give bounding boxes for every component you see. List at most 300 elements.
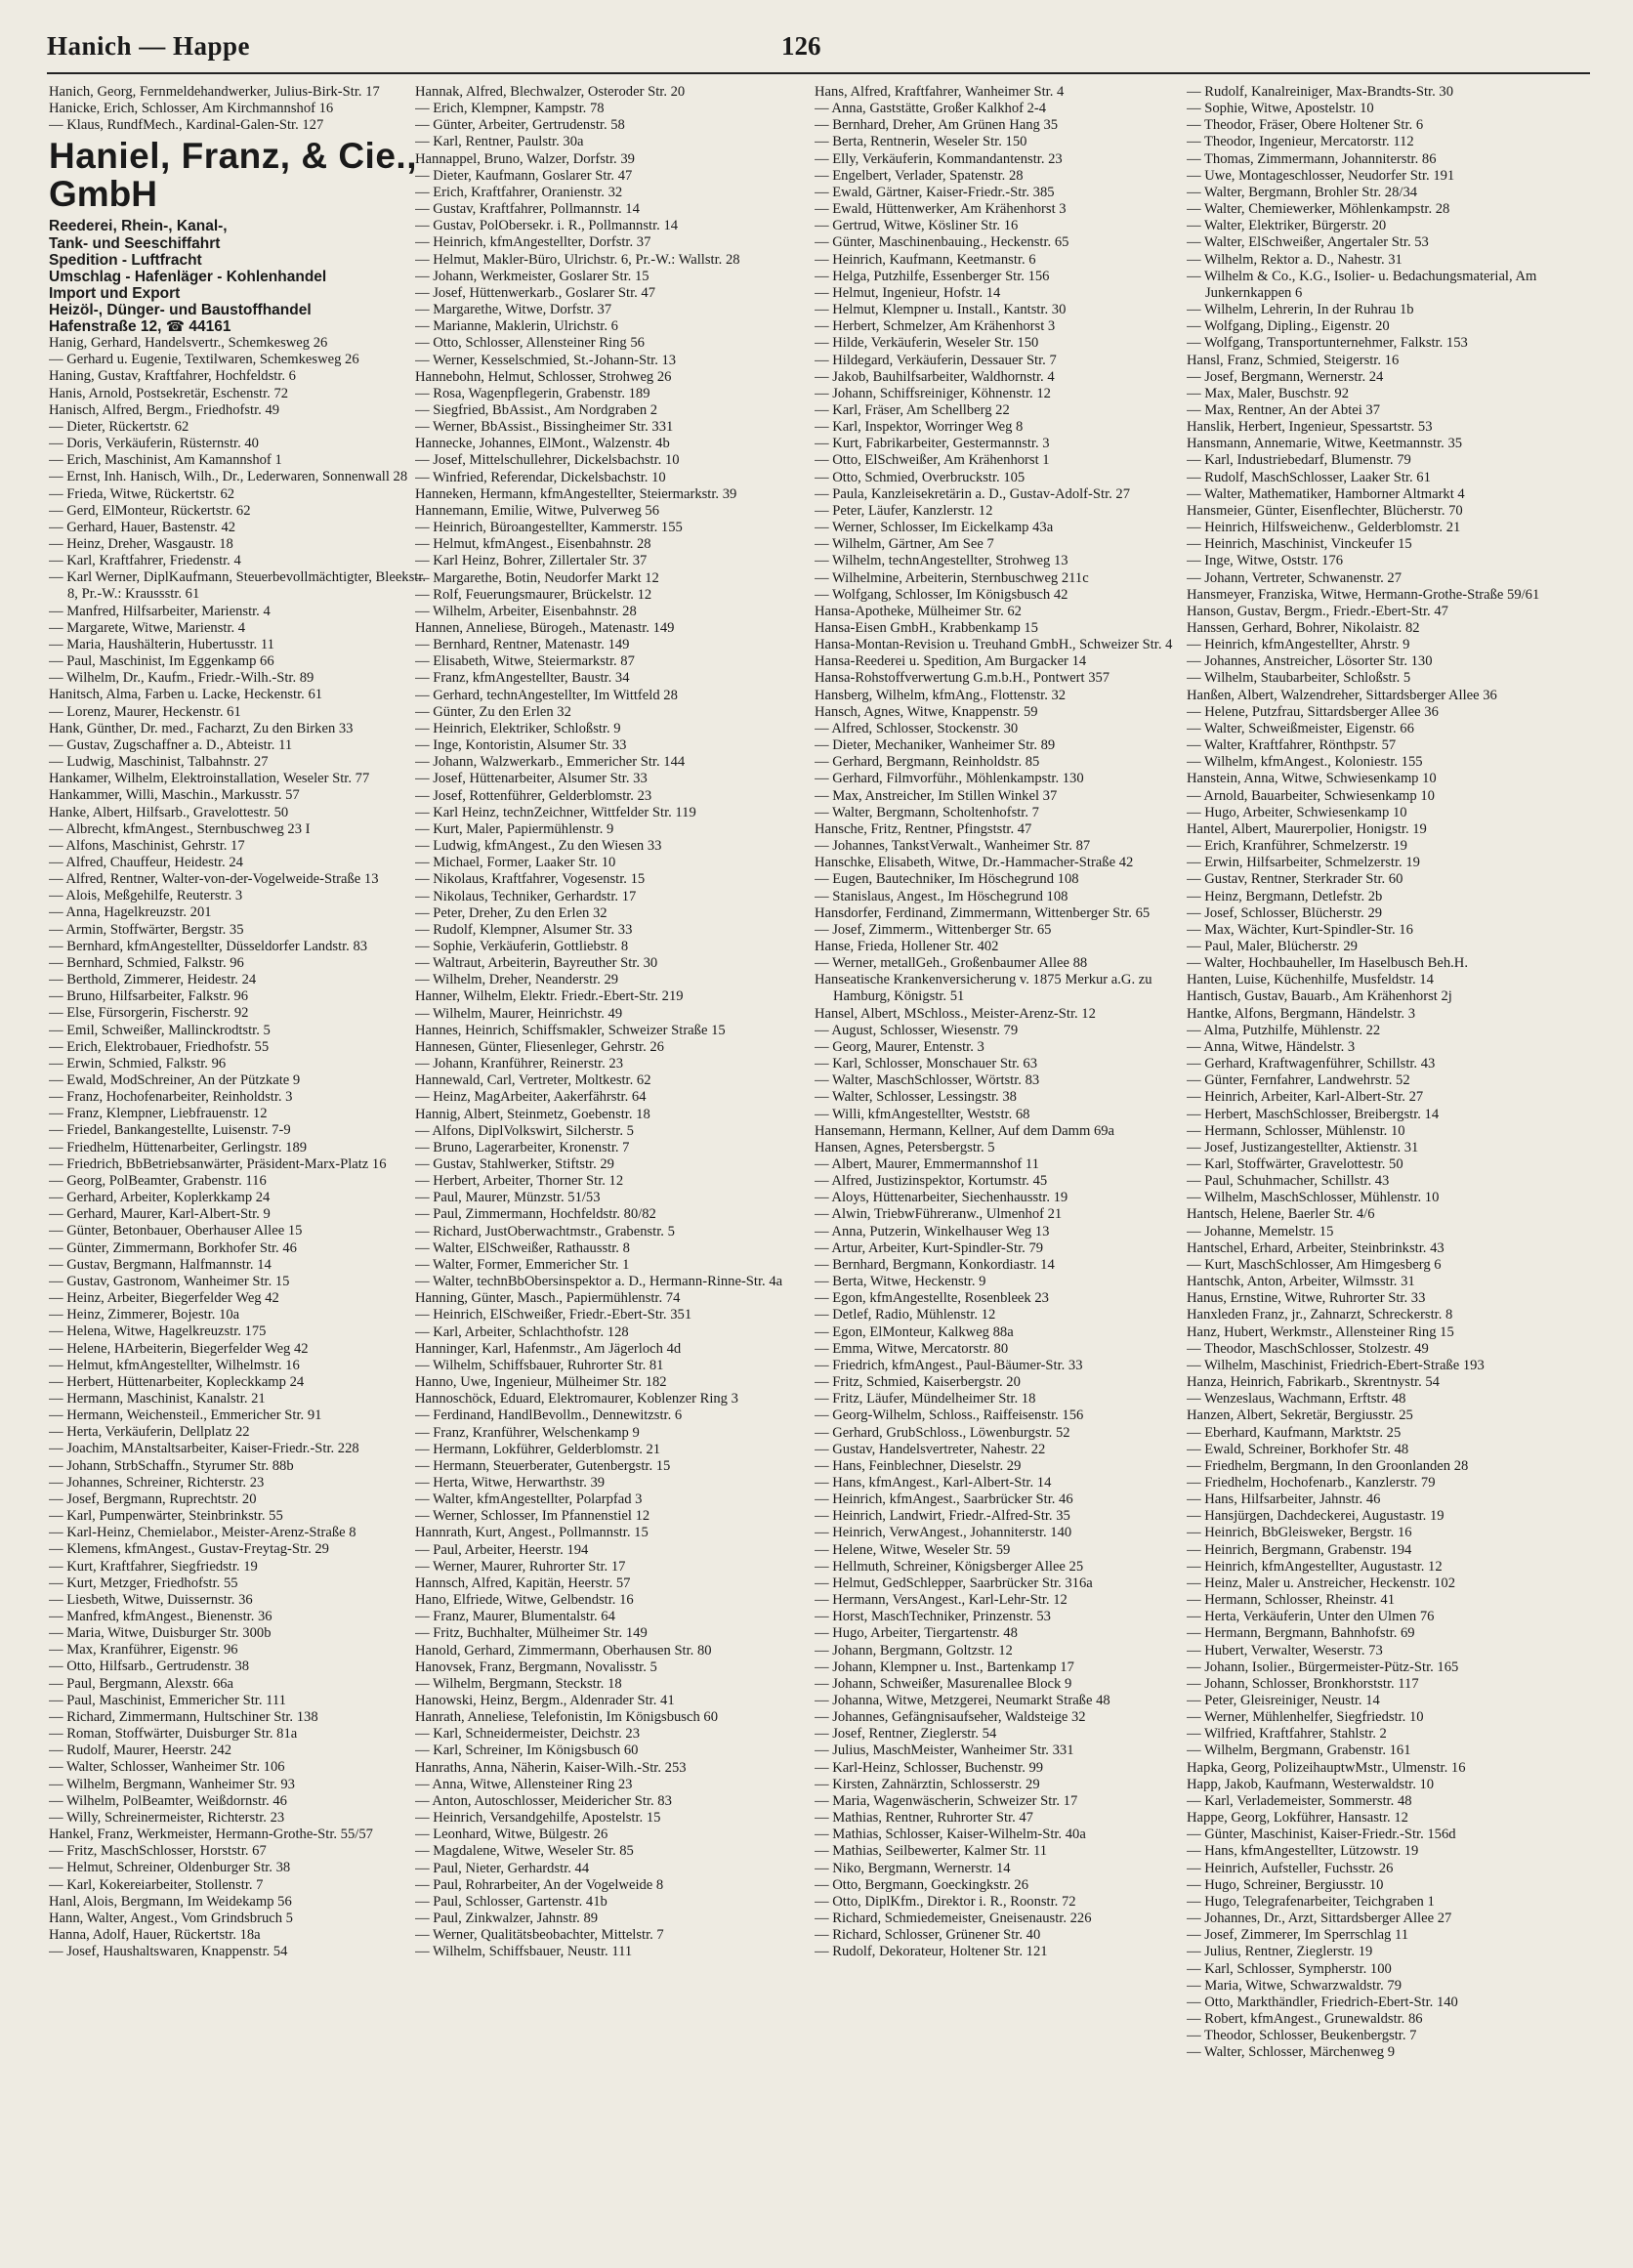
- directory-entry: — Hans, Feinblechner, Dieselstr. 29: [815, 1457, 1022, 1474]
- directory-entry: — Otto, Hilfsarb., Gertrudenstr. 38: [49, 1659, 250, 1675]
- directory-entry: — Herbert, Hüttenarbeiter, Kopleckkamp 24: [49, 1373, 305, 1390]
- directory-entry: — Theodor, Fräser, Obere Holtener Str. 6: [1187, 117, 1424, 134]
- directory-entry: — Julius, Rentner, Zieglerstr. 19: [1187, 1944, 1373, 1960]
- directory-entry: — Karl, Schneidermeister, Deichstr. 23: [415, 1726, 641, 1743]
- directory-entry: Hanrath, Anneliese, Telefonistin, Im Königsbusch 60: [415, 1709, 718, 1726]
- directory-entry: Hanninger, Karl, Hafenmstr., Am Jägerloch 4d: [415, 1340, 682, 1357]
- directory-entry: — Max, Maler, Buschstr. 92: [1187, 385, 1350, 401]
- directory-entry: — Wilhelm, Maurer, Heinrichstr. 49: [415, 1005, 623, 1022]
- directory-entry: — Heinrich, kfmAngest., Saarbrücker Str. 46: [815, 1491, 1073, 1508]
- directory-entry: — Hugo, Arbeiter, Schwiesenkamp 10: [1187, 804, 1407, 820]
- directory-entry: — Sophie, Verkäuferin, Gottliebstr. 8: [415, 938, 629, 954]
- directory-entry: — Willi, kfmAngestellter, Weststr. 68: [815, 1106, 1030, 1122]
- directory-entry: Hannen, Anneliese, Bürogeh., Matenastr. 149: [415, 620, 675, 636]
- directory-entry: — Johanna, Witwe, Metzgerei, Neumarkt Straße 48: [815, 1693, 1110, 1708]
- directory-entry: — Walter, Bergmann, Brohler Str. 28/34: [1187, 184, 1418, 200]
- directory-entry: — Paul, Maurer, Münzstr. 51/53: [415, 1190, 601, 1206]
- directory-entry: Hanich, Georg, Fernmeldehandwerker, Julius-Birk-Str. 17: [49, 84, 380, 100]
- directory-entry: — Paul, Nieter, Gerhardstr. 44: [415, 1860, 590, 1876]
- directory-entry: — Heinz, Dreher, Wasgaustr. 18: [49, 536, 233, 552]
- directory-entry: — Gustav, Kraftfahrer, Pollmannstr. 14: [415, 201, 640, 218]
- directory-entry: — Hugo, Arbeiter, Tiergartenstr. 48: [815, 1625, 1018, 1642]
- directory-entry: — Gerhard, Maurer, Karl-Albert-Str. 9: [49, 1206, 271, 1223]
- directory-entry: — Otto, ElSchweißer, Am Krähenhorst 1: [815, 452, 1050, 469]
- directory-entry: Hansl, Franz, Schmied, Steigerstr. 16: [1187, 352, 1400, 368]
- directory-entry: — Johann, Werkmeister, Goslarer Str. 15: [415, 268, 649, 284]
- directory-entry: — Fritz, MaschSchlosser, Horststr. 67: [49, 1843, 267, 1860]
- directory-entry: Hanke, Albert, Hilfsarb., Gravelottestr. 50: [49, 804, 289, 820]
- directory-entry: — Klemens, kfmAngest., Gustav-Freytag-Str. 29: [49, 1541, 329, 1558]
- directory-entry: — Gerd, ElMonteur, Rückertstr. 62: [49, 502, 251, 519]
- directory-entry: — Alfons, Maschinist, Gehrstr. 17: [49, 837, 245, 854]
- directory-entry: — Franz, Kranführer, Welschenkamp 9: [415, 1424, 640, 1441]
- directory-entry: — Wilhelm, kfmAngest., Koloniestr. 155: [1187, 754, 1423, 771]
- directory-entry: — Paul, Schuhmacher, Schillstr. 43: [1187, 1173, 1390, 1190]
- directory-entry: — Gustav, Zugschaffner a. D., Abteistr. 11: [49, 736, 293, 753]
- directory-entry: — Walter, technBbObersinspektor a. D., Hermann-Rinne-Str. 4a: [415, 1274, 783, 1290]
- directory-entry: — Kirsten, Zahnärztin, Schlosserstr. 29: [815, 1776, 1040, 1792]
- ad-title-gmbh: GmbH: [49, 174, 157, 215]
- directory-entry: — Gustav, Stahlwerker, Stiftstr. 29: [415, 1156, 614, 1172]
- column-2: [415, 84, 794, 1961]
- directory-entry: — Wilhelm, Rektor a. D., Nahestr. 31: [1187, 251, 1403, 268]
- directory-entry: Hanitsch, Alma, Farben u. Lacke, Heckenstr. 61: [49, 687, 323, 703]
- directory-entry: — Artur, Arbeiter, Kurt-Spindler-Str. 79: [815, 1239, 1044, 1256]
- directory-entry: Haning, Gustav, Kraftfahrer, Hochfeldstr. 6: [49, 368, 296, 385]
- directory-entry: — Gustav, Handelsvertreter, Nahestr. 22: [815, 1441, 1046, 1457]
- directory-entry: — Walter, Kraftfahrer, Rönthpstr. 57: [1187, 737, 1397, 754]
- directory-entry: — Karl Heinz, technZeichner, Wittfelder Str. 119: [415, 804, 696, 820]
- directory-entry: — Herbert, MaschSchlosser, Breibergstr. 14: [1187, 1106, 1440, 1122]
- directory-entry: — Alfred, Justizinspektor, Kortumstr. 45: [815, 1173, 1048, 1190]
- directory-entry: — Johanne, Memelstr. 15: [1187, 1223, 1334, 1239]
- directory-entry: Hanner, Wilhelm, Elektr. Friedr.-Ebert-Str. 219: [415, 988, 684, 1005]
- directory-entry: — Ernst, Inh. Hanisch, Wilh., Dr., Lederwaren, Sonnenwall 28: [49, 469, 408, 485]
- directory-entry: Hanold, Gerhard, Zimmermann, Oberhausen Str. 80: [415, 1642, 712, 1659]
- directory-entry: — Fritz, Läufer, Mündelheimer Str. 18: [815, 1391, 1036, 1407]
- directory-entry: — Heinrich, Bergmann, Grabenstr. 194: [1187, 1541, 1412, 1558]
- directory-entry: — Walter, Mathematiker, Hamborner Altmarkt 4: [1187, 485, 1465, 502]
- directory-entry: — Hermann, Schlosser, Mühlenstr. 10: [1187, 1122, 1405, 1139]
- directory-entry: — Erwin, Hilfsarbeiter, Schmelzerstr. 19: [1187, 855, 1420, 871]
- directory-entry: — Rolf, Feuerungsmaurer, Brückelstr. 12: [415, 586, 652, 603]
- directory-entry: — Gustav, Bergmann, Halfmannstr. 14: [49, 1256, 272, 1273]
- directory-entry: — Emma, Witwe, Mercatorstr. 80: [815, 1340, 1009, 1357]
- directory-entry: Hanzen, Albert, Sekretär, Bergiusstr. 25: [1187, 1407, 1413, 1424]
- directory-entry: — Karl, Schreiner, Im Königsbusch 60: [415, 1743, 639, 1759]
- directory-entry: — Max, Anstreicher, Im Stillen Winkel 37: [815, 787, 1058, 804]
- directory-entry: — Wilhelm, Dr., Kaufm., Friedr.-Wilh.-Str. 89: [49, 670, 314, 687]
- directory-entry: — Heinrich, Arbeiter, Karl-Albert-Str. 27: [1187, 1089, 1424, 1106]
- directory-entry: — Herbert, Arbeiter, Thorner Str. 12: [415, 1173, 624, 1190]
- directory-entry: — Johannes, Dr., Arzt, Sittardsberger Allee 27: [1187, 1911, 1452, 1927]
- directory-entry: — Gustav, Gastronom, Wanheimer Str. 15: [49, 1273, 290, 1289]
- directory-entry: — Inge, Witwe, Oststr. 176: [1187, 553, 1344, 569]
- column-1-entries-top: [49, 84, 428, 134]
- directory-entry: — Hans, kfmAngestellter, Lützowstr. 19: [1187, 1843, 1419, 1860]
- directory-entry: — Werner, Schlosser, Im Eickelkamp 43a: [815, 520, 1054, 536]
- directory-entry: — Gertrud, Witwe, Kösliner Str. 16: [815, 218, 1019, 234]
- directory-entry: — Paula, Kanzleisekretärin a. D., Gustav-Adolf-Str. 27: [815, 485, 1131, 502]
- ad-line: Hafenstraße 12, ☎ 44161: [49, 318, 231, 336]
- directory-entry: — Erich, Kraftfahrer, Oranienstr. 32: [415, 184, 623, 200]
- directory-entry: — Emil, Schweißer, Mallinckrodtstr. 5: [49, 1022, 271, 1038]
- directory-entry: Hannak, Alfred, Blechwalzer, Osteroder Str. 20: [415, 84, 686, 100]
- directory-entry: — Hermann, Steuerberater, Gutenbergstr. 15: [415, 1457, 671, 1474]
- directory-entry: — Heinrich, BbGleisweker, Bergstr. 16: [1187, 1525, 1412, 1541]
- directory-entry: — Eberhard, Kaufmann, Marktstr. 25: [1187, 1424, 1402, 1441]
- directory-entry: — Karl, Verlademeister, Sommerstr. 48: [1187, 1792, 1412, 1809]
- directory-entry: — Richard, Schmiedemeister, Gneisenaustr. 226: [815, 1911, 1092, 1927]
- directory-entry: — Joachim, MAnstaltsarbeiter, Kaiser-Friedr.-Str. 228: [49, 1441, 359, 1457]
- directory-entry: — Helmut, kfmAngest., Eisenbahnstr. 28: [415, 536, 651, 553]
- directory-entry: — Friedhelm, Hochofenarb., Kanzlerstr. 79: [1187, 1474, 1436, 1491]
- directory-entry: — Josef, Rentner, Zieglerstr. 54: [815, 1726, 997, 1743]
- directory-entry: — Erich, Kranführer, Schmelzerstr. 19: [1187, 838, 1407, 855]
- directory-entry: — Kurt, Kraftfahrer, Siegfriedstr. 19: [49, 1558, 258, 1575]
- directory-entry: — Georg-Wilhelm, Schloss., Raiffeisenstr. 156: [815, 1407, 1084, 1424]
- directory-entry: Hanslik, Herbert, Ingenieur, Spessartstr. 53: [1187, 419, 1433, 436]
- directory-entry: — Ludwig, Maschinist, Talbahnstr. 27: [49, 754, 269, 771]
- directory-entry: — Franz, Maurer, Blumentalstr. 64: [415, 1609, 615, 1625]
- directory-entry: — Josef, Hüttenwerkarb., Goslarer Str. 47: [415, 284, 656, 301]
- directory-entry: — Magdalene, Witwe, Weseler Str. 85: [415, 1843, 634, 1860]
- directory-entry: — Heinrich, Elektriker, Schloßstr. 9: [415, 720, 621, 736]
- directory-entry: Hannewald, Carl, Vertreter, Moltkestr. 62: [415, 1072, 651, 1089]
- directory-entry: Hanson, Gustav, Bergm., Friedr.-Ebert-Str. 47: [1187, 603, 1448, 619]
- directory-entry: — Karl, Kraftfahrer, Friedenstr. 4: [49, 553, 241, 569]
- directory-entry: — Margarethe, Witwe, Dorfstr. 37: [415, 302, 612, 318]
- directory-entry: — Franz, Klempner, Liebfrauenstr. 12: [49, 1106, 268, 1122]
- directory-entry: — Klaus, RundfMech., Kardinal-Galen-Str. 127: [49, 117, 324, 134]
- directory-entry: — Hermann, Bergmann, Bahnhofstr. 69: [1187, 1625, 1415, 1642]
- directory-entry: — Walter, Schlosser, Wanheimer Str. 106: [49, 1759, 285, 1776]
- directory-entry: Hantsch, Helene, Baerler Str. 4/6: [1187, 1206, 1375, 1223]
- directory-entry: — Robert, kfmAngest., Grunewaldstr. 86: [1187, 2010, 1423, 2027]
- directory-entry: Hansberg, Wilhelm, kfmAng., Flottenstr. 32: [815, 687, 1067, 703]
- directory-entry: Hanisch, Alfred, Bergm., Friedhofstr. 49: [49, 401, 280, 418]
- directory-entry: — Wilhelm, Schiffsbauer, Neustr. 111: [415, 1944, 633, 1960]
- directory-entry: — Rudolf, Kanalreiniger, Max-Brandts-Str. 30: [1187, 84, 1453, 100]
- directory-entry: — Heinrich, Aufsteller, Fuchsstr. 26: [1187, 1860, 1394, 1876]
- directory-entry: — Walter, Schlosser, Märchenweg 9: [1187, 2044, 1395, 2061]
- directory-entry: — Julius, MaschMeister, Wanheimer Str. 331: [815, 1743, 1074, 1759]
- directory-entry: — Friedhelm, Bergmann, In den Groonlanden 28: [1187, 1457, 1469, 1474]
- directory-entry: Hansmeyer, Franziska, Witwe, Hermann-Grothe-Straße 59/61: [1187, 586, 1540, 603]
- directory-entry: — Anna, Gaststätte, Großer Kalkhof 2-4: [815, 101, 1047, 117]
- directory-entry: — Wilhelm, Bergmann, Wanheimer Str. 93: [49, 1776, 295, 1792]
- directory-entry: — Wolfgang, Schlosser, Im Königsbusch 42: [815, 586, 1068, 603]
- directory-entry: — Eugen, Bautechniker, Im Höschegrund 108: [815, 871, 1079, 888]
- directory-entry: — Ferdinand, HandlBevollm., Dennewitzstr. 6: [415, 1407, 683, 1424]
- directory-entry: — Gerhard, Bergmann, Reinholdstr. 85: [815, 754, 1040, 771]
- directory-entry: — Josef, Hüttenarbeiter, Alsumer Str. 33: [415, 771, 648, 787]
- directory-entry: — Gerhard, technAngestellter, Im Wittfeld 28: [415, 687, 678, 703]
- directory-entry: Hanseatische Krankenversicherung v. 1875 Merkur a.G. zu Hamburg, Königstr. 51: [815, 972, 1152, 1005]
- directory-entry: — Margarethe, Botin, Neudorfer Markt 12: [415, 569, 659, 586]
- directory-entry: — Heinz, Maler u. Anstreicher, Heckenstr. 102: [1187, 1575, 1455, 1591]
- directory-entry: — Maria, Witwe, Duisburger Str. 300b: [49, 1625, 272, 1642]
- directory-entry: — Wilhelmine, Arbeiterin, Sternbuschweg 211c: [815, 569, 1089, 586]
- directory-entry: — Werner, Mühlenhelfer, Siegfriedstr. 10: [1187, 1709, 1424, 1726]
- directory-entry: — Karl-Heinz, Schlosser, Buchenstr. 99: [815, 1759, 1044, 1776]
- directory-entry: — Gustav, Rentner, Sterkrader Str. 60: [1187, 871, 1403, 888]
- directory-entry: Hannrath, Kurt, Angest., Pollmannstr. 15: [415, 1525, 649, 1541]
- directory-entry: — Rudolf, Maurer, Heerstr. 242: [49, 1743, 232, 1759]
- directory-entry: — Armin, Stoffwärter, Bergstr. 35: [49, 921, 244, 938]
- directory-entry: — Karl, Kokereiarbeiter, Stollenstr. 7: [49, 1876, 264, 1893]
- directory-entry: — Walter, kfmAngestellter, Polarpfad 3: [415, 1491, 643, 1508]
- directory-entry: — Alfons, DiplVolkswirt, Silcherstr. 5: [415, 1122, 634, 1139]
- directory-entry: — Jakob, Bauhilfsarbeiter, Waldhornstr. 4: [815, 368, 1055, 385]
- directory-entry: — Gustav, PolObersekr. i. R., Pollmannstr. 14: [415, 218, 679, 234]
- directory-entry: — Karl, Inspektor, Worringer Weg 8: [815, 419, 1024, 436]
- directory-entry: Hansemann, Hermann, Kellner, Auf dem Damm 69a: [815, 1122, 1115, 1139]
- directory-entry: Hannoschöck, Eduard, Elektromaurer, Koblenzer Ring 3: [415, 1391, 738, 1407]
- directory-entry: — Johannes, TankstVerwalt., Wanheimer Str. 87: [815, 838, 1091, 855]
- directory-entry: — Otto, Schlosser, Allensteiner Ring 56: [415, 335, 645, 352]
- directory-entry: Hanning, Günter, Masch., Papiermühlenstr. 74: [415, 1290, 681, 1307]
- directory-entry: — Arnold, Bauarbeiter, Schwiesenkamp 10: [1187, 787, 1435, 804]
- directory-entry: Hapka, Georg, PolizeihauptwMstr., Ulmenstr. 16: [1187, 1759, 1466, 1776]
- directory-entry: — Rudolf, Klempner, Alsumer Str. 33: [415, 921, 633, 938]
- directory-entry: — Paul, Bergmann, Alexstr. 66a: [49, 1675, 234, 1692]
- directory-entry: — Anna, Witwe, Händelstr. 3: [1187, 1038, 1356, 1055]
- column-1: [49, 84, 428, 1960]
- directory-entry: — Johannes, Schreiner, Richterstr. 23: [49, 1474, 265, 1491]
- directory-entry: — Heinrich, Versandgehilfe, Apostelstr. 15: [415, 1810, 661, 1827]
- directory-entry: Hanten, Luise, Küchenhilfe, Musfeldstr. 14: [1187, 972, 1434, 988]
- directory-entry: — Johann, Schiffsreiniger, Köhnenstr. 12: [815, 385, 1051, 401]
- directory-entry: — Elisabeth, Witwe, Steiermarkstr. 87: [415, 653, 635, 670]
- directory-entry: — Franz, kfmAngestellter, Baustr. 34: [415, 670, 630, 687]
- directory-entry: — Walter, Elektriker, Bürgerstr. 20: [1187, 218, 1387, 234]
- directory-entry: Hanse, Frieda, Hollener Str. 402: [815, 938, 999, 954]
- directory-entry: — Helene, Putzfrau, Sittardsberger Allee 36: [1187, 703, 1439, 720]
- directory-entry: — Helene, HArbeiterin, Biegerfelder Weg 42: [49, 1340, 309, 1357]
- directory-entry: — Anton, Autoschlosser, Meidericher Str. 83: [415, 1792, 672, 1809]
- directory-entry: — Maria, Wagenwäscherin, Schweizer Str. 17: [815, 1792, 1078, 1809]
- directory-entry: — Richard, JustOberwachtmstr., Grabenstr. 5: [415, 1223, 675, 1239]
- directory-entry: — Nikolaus, Kraftfahrer, Vogesenstr. 15: [415, 871, 646, 888]
- directory-entry: — Helmut, Ingenieur, Hofstr. 14: [815, 284, 1001, 301]
- directory-entry: — Paul, Maler, Blücherstr. 29: [1187, 938, 1358, 954]
- directory-entry: — Heinrich, Maschinist, Vinckeufer 15: [1187, 536, 1412, 553]
- directory-entry: — Aloys, Hüttenarbeiter, Siechenhausstr. 19: [815, 1190, 1068, 1206]
- directory-entry: — Erich, Klempner, Kampstr. 78: [415, 101, 605, 117]
- directory-entry: — Karl Heinz, Bohrer, Zillertaler Str. 37: [415, 553, 648, 569]
- directory-entry: — Hermann, VersAngest., Karl-Lehr-Str. 12: [815, 1592, 1068, 1609]
- directory-entry: — Johann, Schweißer, Masurenallee Block 9: [815, 1675, 1072, 1692]
- directory-entry: — Anna, Hagelkreuzstr. 201: [49, 904, 212, 921]
- directory-entry: — Hermann, Weichensteil., Emmericher Str. 91: [49, 1407, 322, 1424]
- directory-entry: — Bernhard, Schmied, Falkstr. 96: [49, 954, 244, 971]
- page-number: 126: [781, 31, 821, 61]
- directory-entry: — Johann, Walzwerkarb., Emmericher Str. 144: [415, 754, 686, 771]
- directory-entry: Hannecke, Johannes, ElMont., Walzenstr. 4b: [415, 436, 670, 452]
- directory-entry: — Frieda, Witwe, Rückertstr. 62: [49, 485, 235, 502]
- directory-entry: — Alma, Putzhilfe, Mühlenstr. 22: [1187, 1022, 1381, 1038]
- directory-entry: — Kurt, Metzger, Friedhofstr. 55: [49, 1575, 238, 1591]
- directory-entry: — Friedrich, kfmAngest., Paul-Bäumer-Str. 33: [815, 1357, 1083, 1373]
- directory-entry: — Wenzeslaus, Wachmann, Erftstr. 48: [1187, 1391, 1406, 1407]
- directory-entry: — Paul, Zinkwalzer, Jahnstr. 89: [415, 1911, 599, 1927]
- directory-entry: — Anna, Witwe, Allensteiner Ring 23: [415, 1776, 633, 1792]
- directory-entry: — Walter, Former, Emmericher Str. 1: [415, 1256, 630, 1273]
- directory-entry: — Karl-Heinz, Chemielabor., Meister-Arenz-Straße 8: [49, 1525, 356, 1541]
- directory-entry: — Erich, Maschinist, Am Kamannshof 1: [49, 452, 282, 469]
- directory-entry: — Wilhelm, PolBeamter, Weißdornstr. 46: [49, 1792, 287, 1809]
- directory-entry: — Peter, Dreher, Zu den Erlen 32: [415, 904, 607, 921]
- directory-entry: — Bernhard, kfmAngestellter, Düsseldorfer Landstr. 83: [49, 938, 368, 954]
- directory-entry: — Alwin, TriebwFühreranw., Ulmenhof 21: [815, 1206, 1063, 1223]
- directory-entry: — Berta, Witwe, Heckenstr. 9: [815, 1274, 986, 1290]
- directory-entry: Hannebohn, Helmut, Schlosser, Strohweg 26: [415, 368, 672, 385]
- directory-entry: — Helmut, GedSchlepper, Saarbrücker Str. 316a: [815, 1575, 1093, 1591]
- directory-entry: — Johann, Isolier., Bürgermeister-Pütz-Str. 165: [1187, 1659, 1459, 1675]
- directory-entry: — Marianne, Maklerin, Ulrichstr. 6: [415, 318, 618, 335]
- directory-entry: — Helena, Witwe, Hagelkreuzstr. 175: [49, 1323, 267, 1340]
- directory-entry: — Kurt, MaschSchlosser, Am Himgesberg 6: [1187, 1256, 1442, 1273]
- ad-line: Umschlag - Hafenläger - Kohlenhandel: [49, 268, 327, 285]
- directory-entry: — Berthold, Zimmerer, Heidestr. 24: [49, 972, 257, 988]
- directory-entry: — Herta, Witwe, Herwarthstr. 39: [415, 1474, 606, 1491]
- directory-entry: — Paul, Arbeiter, Heerstr. 194: [415, 1541, 589, 1558]
- directory-entry: — Franz, Hochofenarbeiter, Reinholdstr. 3: [49, 1089, 293, 1106]
- directory-entry: — Albrecht, kfmAngest., Sternbuschweg 23 I: [49, 820, 311, 837]
- directory-entry: — Wilhelm, Schiffsbauer, Ruhrorter Str. 81: [415, 1357, 664, 1373]
- directory-entry: Hanowski, Heinz, Bergm., Aldenrader Str. 41: [415, 1693, 675, 1708]
- column-1-entries: [49, 335, 428, 1960]
- directory-entry: Hanza, Heinrich, Fabrikarb., Skrentnystr. 54: [1187, 1374, 1440, 1391]
- directory-entry: — Winfried, Referendar, Dickelsbachstr. 10: [415, 469, 666, 485]
- directory-entry: Hansa-Rohstoffverwertung G.m.b.H., Pontwert 357: [815, 670, 1110, 687]
- directory-entry: — Günter, Arbeiter, Gertrudenstr. 58: [415, 117, 625, 134]
- directory-entry: — Werner, BbAssist., Bissingheimer Str. 331: [415, 419, 674, 436]
- directory-entry: — Mathias, Rentner, Ruhrorter Str. 47: [815, 1810, 1033, 1827]
- directory-entry: — Kurt, Fabrikarbeiter, Gestermannstr. 3: [815, 436, 1050, 452]
- directory-entry: — Werner, Qualitätsbeobachter, Mittelstr. 7: [415, 1927, 664, 1944]
- directory-entry: Hanno, Uwe, Ingenieur, Mülheimer Str. 182: [415, 1374, 667, 1391]
- directory-entry: — Dieter, Mechaniker, Wanheimer Str. 89: [815, 737, 1056, 754]
- directory-entry: Hanneken, Hermann, kfmAngestellter, Steiermarkstr. 39: [415, 485, 737, 502]
- directory-entry: — Johann, Schlosser, Bronkhorststr. 117: [1187, 1675, 1419, 1692]
- directory-entry: — Rosa, Wagenpflegerin, Grabenstr. 189: [415, 385, 650, 401]
- directory-entry: — Günter, Maschinist, Kaiser-Friedr.-Str. 156d: [1187, 1827, 1456, 1843]
- directory-entry: — Detlef, Radio, Mühlenstr. 12: [815, 1307, 996, 1323]
- directory-entry: — Friedrich, BbBetriebsanwärter, Präsident-Marx-Platz 16: [49, 1155, 387, 1172]
- directory-entry: — Heinz, MagArbeiter, Aakerfährstr. 64: [415, 1089, 647, 1106]
- directory-entry: — Herta, Verkäuferin, Unter den Ulmen 76: [1187, 1609, 1435, 1625]
- directory-entry: Hantel, Albert, Maurerpolier, Honigstr. 19: [1187, 820, 1427, 837]
- directory-entry: — Max, Kranführer, Eigenstr. 96: [49, 1642, 238, 1659]
- directory-entry: — Wilhelm, Bergmann, Steckstr. 18: [415, 1675, 622, 1692]
- directory-entry: Hano, Elfriede, Witwe, Gelbendstr. 16: [415, 1592, 634, 1609]
- directory-entry: — Georg, Maurer, Entenstr. 3: [815, 1038, 984, 1055]
- directory-entry: — Heinrich, ElSchweißer, Friedr.-Ebert-Str. 351: [415, 1307, 692, 1323]
- directory-entry: — Josef, Rottenführer, Gelderblomstr. 23: [415, 787, 652, 804]
- directory-entry: — Heinrich, Hilfsweichenw., Gelderblomstr. 21: [1187, 520, 1461, 536]
- directory-entry: Hantke, Alfons, Bergmann, Händelstr. 3: [1187, 1005, 1416, 1022]
- directory-entry: Hansche, Fritz, Rentner, Pfingststr. 47: [815, 820, 1032, 837]
- directory-entry: — Günter, Maschinenbauing., Heckenstr. 65: [815, 234, 1069, 251]
- directory-entry: — Uwe, Montageschlosser, Neudorfer Str. 191: [1187, 167, 1455, 184]
- directory-entry: — Ewald, Gärtner, Kaiser-Friedr.-Str. 385: [815, 184, 1055, 200]
- directory-entry: Hannemann, Emilie, Witwe, Pulverweg 56: [415, 502, 660, 519]
- ad-line: Tank- und Seeschiffahrt: [49, 234, 221, 252]
- directory-entry: — Friedel, Bankangestellte, Luisenstr. 7-9: [49, 1122, 291, 1139]
- directory-entry: — Josef, Bergmann, Ruprechtstr. 20: [49, 1491, 257, 1507]
- ad-line: Spedition - Luftfracht: [49, 251, 202, 269]
- directory-entry: Hanl, Alois, Bergmann, Im Weidekamp 56: [49, 1893, 292, 1910]
- directory-entry: — Bernhard, Dreher, Am Grünen Hang 35: [815, 117, 1059, 134]
- directory-entry: — Gerhard, Filmvorführ., Möhlenkampstr. 130: [815, 771, 1084, 787]
- directory-entry: — Günter, Zu den Erlen 32: [415, 703, 571, 720]
- directory-entry: Hansdorfer, Ferdinand, Zimmermann, Wittenberger Str. 65: [815, 904, 1151, 921]
- directory-entry: — Liesbeth, Witwe, Duissernstr. 36: [49, 1591, 253, 1608]
- directory-entry: — Erwin, Schmied, Falkstr. 96: [49, 1055, 227, 1071]
- directory-entry: — Karl, Fräser, Am Schellberg 22: [815, 401, 1010, 418]
- directory-entry: — Karl, Schlosser, Monschauer Str. 63: [815, 1056, 1038, 1072]
- directory-entry: — Peter, Läufer, Kanzlerstr. 12: [815, 502, 993, 519]
- directory-entry: — Inge, Kontoristin, Alsumer Str. 33: [415, 737, 627, 754]
- directory-entry: — Hansjürgen, Dachdeckerei, Augustastr. 19: [1187, 1508, 1445, 1525]
- directory-entry: — Elly, Verkäuferin, Kommandantenstr. 23: [815, 150, 1063, 167]
- directory-entry: — Otto, DiplKfm., Direktor i. R., Roonstr. 72: [815, 1893, 1076, 1910]
- directory-entry: — Wilhelm, technAngestellter, Strohweg 13: [815, 553, 1068, 569]
- directory-entry: — Heinrich, Landwirt, Friedr.-Alfred-Str. 35: [815, 1508, 1070, 1525]
- directory-entry: — Günter, Betonbauer, Oberhauser Allee 15: [49, 1223, 303, 1239]
- directory-entry: — Günter, Fernfahrer, Landwehrstr. 52: [1187, 1072, 1410, 1089]
- directory-entry: — Josef, Zimmerm., Wittenberger Str. 65: [815, 921, 1052, 938]
- directory-entry: — Heinz, Bergmann, Detlefstr. 2b: [1187, 888, 1383, 904]
- directory-entry: — Niko, Bergmann, Wernerstr. 14: [815, 1860, 1011, 1876]
- directory-entry: — Karl, Stoffwärter, Gravelottestr. 50: [1187, 1156, 1403, 1172]
- directory-entry: — Hermann, Schlosser, Rheinstr. 41: [1187, 1592, 1396, 1609]
- directory-entry: — Maria, Witwe, Schwarzwaldstr. 79: [1187, 1977, 1403, 1994]
- directory-entry: — Else, Fürsorgerin, Fischerstr. 92: [49, 1005, 249, 1022]
- directory-entry: Hanig, Gerhard, Handelsvertr., Schemkesweg 26: [49, 335, 328, 352]
- directory-entry: — Heinrich, VerwAngest., Johanniterstr. 140: [815, 1525, 1072, 1541]
- directory-entry: Hanz, Hubert, Werkmstr., Allensteiner Ring 15: [1187, 1323, 1454, 1340]
- directory-entry: — Helmut, Klempner u. Install., Kantstr. 30: [815, 302, 1067, 318]
- directory-entry: Hankel, Franz, Werkmeister, Hermann-Grothe-Str. 55/57: [49, 1827, 373, 1843]
- directory-entry: — Maria, Haushälterin, Hubertusstr. 11: [49, 636, 274, 652]
- directory-entry: — Johann, Bergmann, Goltzstr. 12: [815, 1642, 1013, 1659]
- directory-entry: — Gerhard, GrubSchloss., Löwenburgstr. 52: [815, 1424, 1070, 1441]
- ad-line: Import und Export: [49, 284, 181, 302]
- directory-entry: — Hugo, Schreiner, Bergiusstr. 10: [1187, 1876, 1384, 1893]
- directory-entry: — Dieter, Rückertstr. 62: [49, 418, 189, 435]
- directory-entry: — Heinrich, kfmAngestellter, Ahrstr. 9: [1187, 637, 1410, 653]
- directory-entry: — Anna, Putzerin, Winkelhauser Weg 13: [815, 1223, 1050, 1239]
- directory-entry: — Hildegard, Verkäuferin, Dessauer Str. 7: [815, 352, 1057, 368]
- directory-entry: Hanna, Adolf, Hauer, Rückertstr. 18a: [49, 1926, 261, 1943]
- directory-entry: — Werner, Kesselschmied, St.-Johann-Str. 13: [415, 352, 677, 368]
- directory-entry: — Herta, Verkäuferin, Dellplatz 22: [49, 1424, 250, 1441]
- directory-entry: — Bernhard, Rentner, Matenastr. 149: [415, 637, 630, 653]
- directory-entry: — Wilfried, Kraftfahrer, Stahlstr. 2: [1187, 1726, 1387, 1743]
- directory-entry: — Werner, Maurer, Ruhrorter Str. 17: [415, 1558, 626, 1575]
- ad-line: Heizöl-, Dünger- und Baustoffhandel: [49, 301, 312, 318]
- directory-entry: — Doris, Verkäuferin, Rüsternstr. 40: [49, 436, 259, 452]
- directory-entry: — Josef, Haushaltswaren, Knappenstr. 54: [49, 1944, 288, 1960]
- directory-entry: Hankammer, Willi, Maschin., Markusstr. 57: [49, 787, 300, 804]
- directory-entry: — Otto, Schmied, Overbruckstr. 105: [815, 469, 1026, 485]
- directory-entry: — Engelbert, Verlader, Spatenstr. 28: [815, 167, 1024, 184]
- ad-line: Reederei, Rhein-, Kanal-,: [49, 218, 228, 235]
- directory-entry: — Ewald, Schreiner, Borkhofer Str. 48: [1187, 1441, 1409, 1457]
